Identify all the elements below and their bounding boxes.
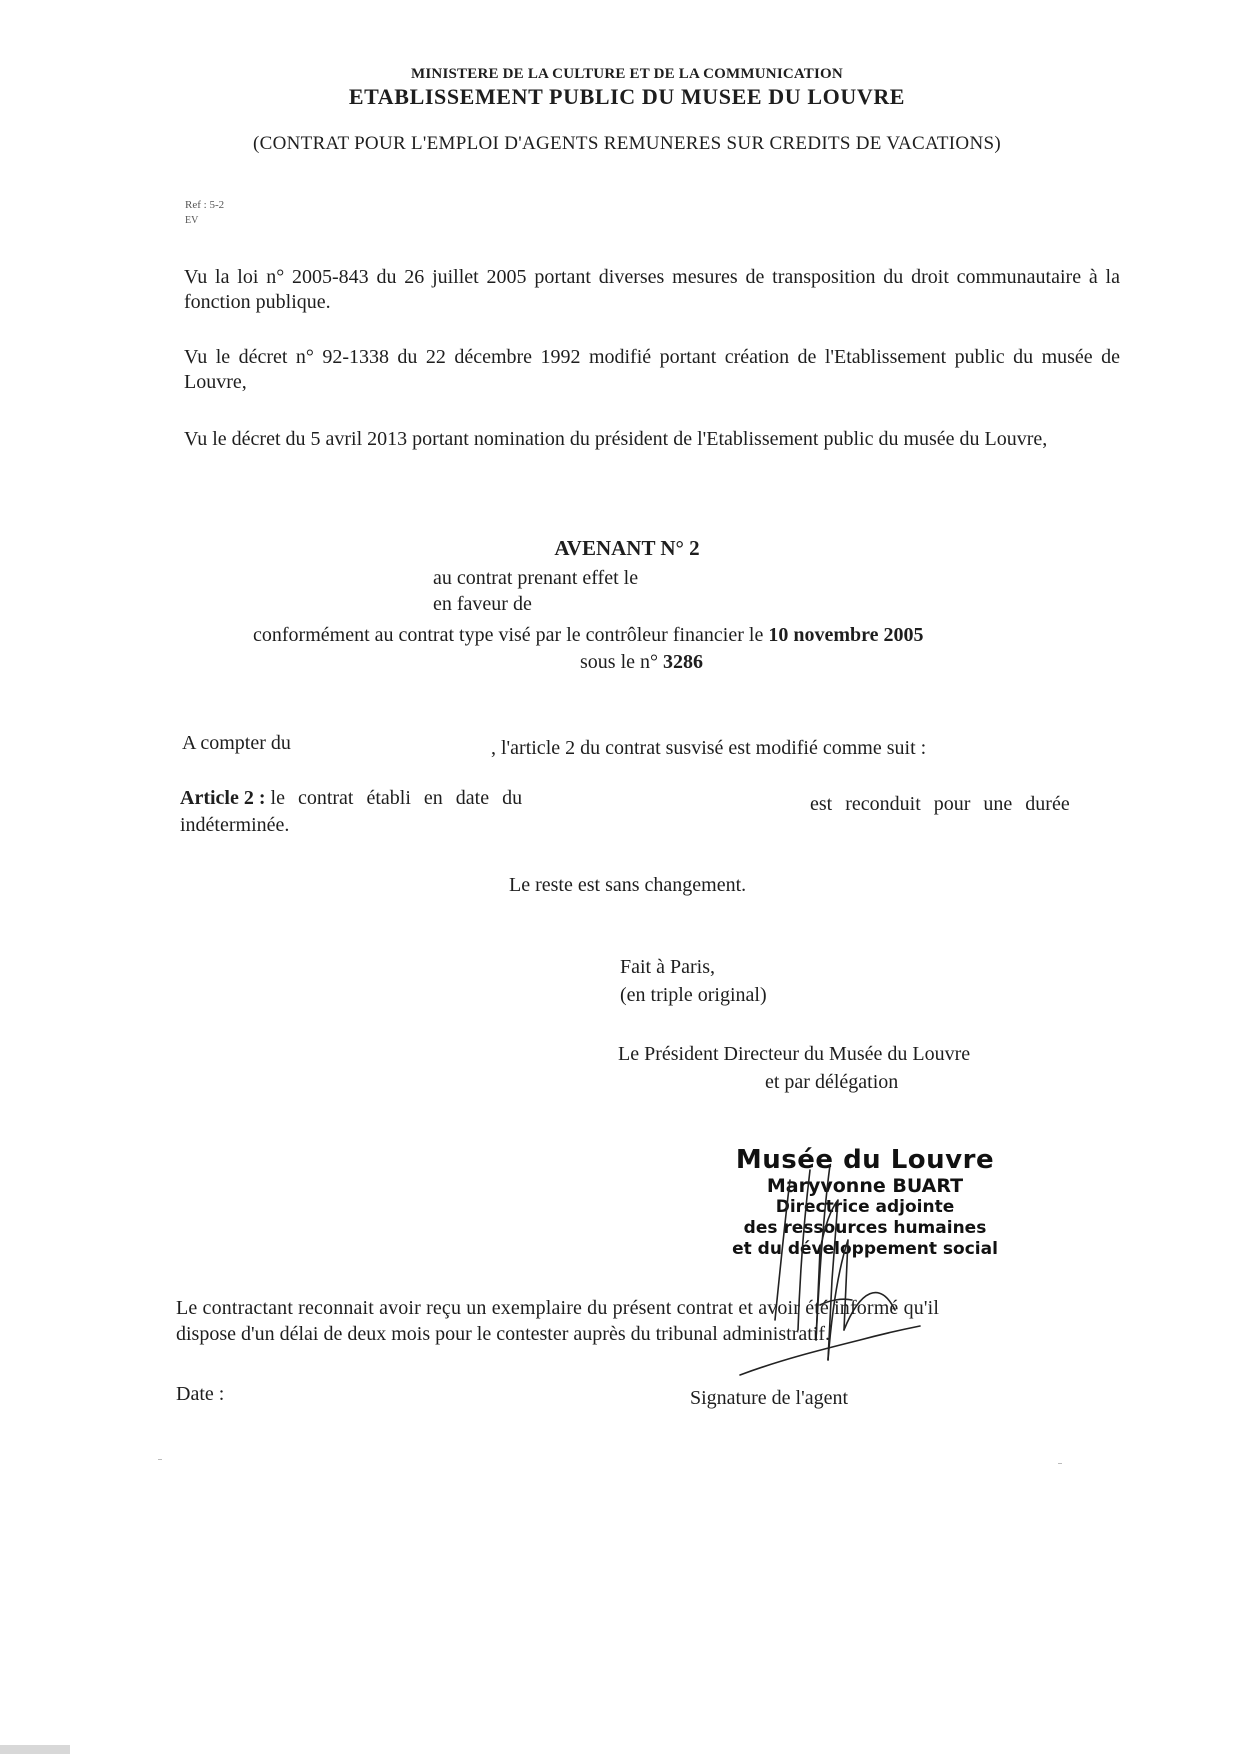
avenant-number-line <box>580 651 703 674</box>
establishment-heading: ETABLISSEMENT PUBLIC DU MUSEE DU LOUVRE <box>348 84 906 109</box>
preamble-decree <box>184 345 1120 395</box>
signature-copies: (en triple original) <box>620 984 767 1006</box>
ministry-heading: MINISTERE DE LA CULTURE ET DE LA COMMUNICATION <box>411 66 843 82</box>
from-date-clause: , l'article 2 du contrat susvisé est modifié comme suit : <box>491 737 927 759</box>
scan-mark <box>158 1459 162 1460</box>
handwritten-signature <box>720 1160 940 1400</box>
preamble-nomination-text: Vu le décret du 5 avril 2013 portant nomination du président de l'Etablissement public du musée du Louvre, <box>184 428 1048 450</box>
rest-unchanged: Le reste est sans changement. <box>509 874 747 896</box>
stamp-role-3: et du développement social <box>732 1239 998 1259</box>
avenant-beneficiary-line: en faveur de <box>433 593 532 615</box>
acknowledgement-line-1: Le contractant reconnait avoir reçu un exemplaire du présent contrat et avoir été informé qu'il <box>176 1297 940 1319</box>
preamble-nomination <box>184 427 1120 452</box>
signatory-delegation: et par délégation <box>765 1071 899 1093</box>
date-label: Date : <box>176 1383 225 1405</box>
preamble-law-text: Vu la loi n° 2005-843 du 26 juillet 2005 portant diverses mesures de transposition du droit communautaire à la fonction publique. <box>184 266 1120 313</box>
article-2-text-cont: indéterminée. <box>180 814 290 836</box>
signature-place: Fait à Paris, <box>620 956 715 978</box>
agent-signature-label: Signature de l'agent <box>690 1387 848 1409</box>
reference-code: Ref : 5-2 <box>185 199 225 211</box>
avenant-title: AVENANT N° 2 <box>554 536 700 560</box>
article-2-text-start: le contrat établi en date du <box>270 787 523 809</box>
reference-initials: EV <box>185 215 199 226</box>
avenant-number: 3286 <box>663 651 703 673</box>
avenant-controller-text: conformément au contrat type visé par le contrôleur financier le <box>253 624 764 646</box>
article-2-colon: : <box>258 787 266 809</box>
stamp-role-1: Directrice adjointe <box>775 1197 955 1217</box>
scan-edge-shadow <box>0 1745 70 1754</box>
article-2-label: Article 2 <box>180 787 254 809</box>
stamp-institution: Musée du Louvre <box>735 1145 995 1175</box>
avenant-controller-line <box>253 624 924 647</box>
article-2-line <box>180 787 522 810</box>
preamble-law <box>184 265 1120 315</box>
acknowledgement-line-2: dispose d'un délai de deux mois pour le contester auprès du tribunal administratif. <box>176 1323 831 1345</box>
stamp-role-2: des ressources humaines <box>743 1218 987 1238</box>
avenant-controller-date: 10 novembre 2005 <box>768 624 924 646</box>
article-2-text-end: est reconduit pour une durée <box>810 793 1070 815</box>
scan-mark <box>1058 1463 1062 1464</box>
stamp-name: Maryvonne BUART <box>766 1175 964 1197</box>
preamble-decree-text: Vu le décret n° 92-1338 du 22 décembre 1992 modifié portant création de l'Etablissement public du musée de Louvre, <box>184 346 1120 393</box>
contract-type-heading: (CONTRAT POUR L'EMPLOI D'AGENTS REMUNERES SUR CREDITS DE VACATIONS) <box>253 133 1001 154</box>
avenant-effective-date-line: au contrat prenant effet le <box>433 567 639 589</box>
signatory-title: Le Président Directeur du Musée du Louvre <box>618 1043 971 1065</box>
from-date-label: A compter du <box>182 732 291 754</box>
avenant-number-prefix: sous le n° <box>580 651 658 673</box>
